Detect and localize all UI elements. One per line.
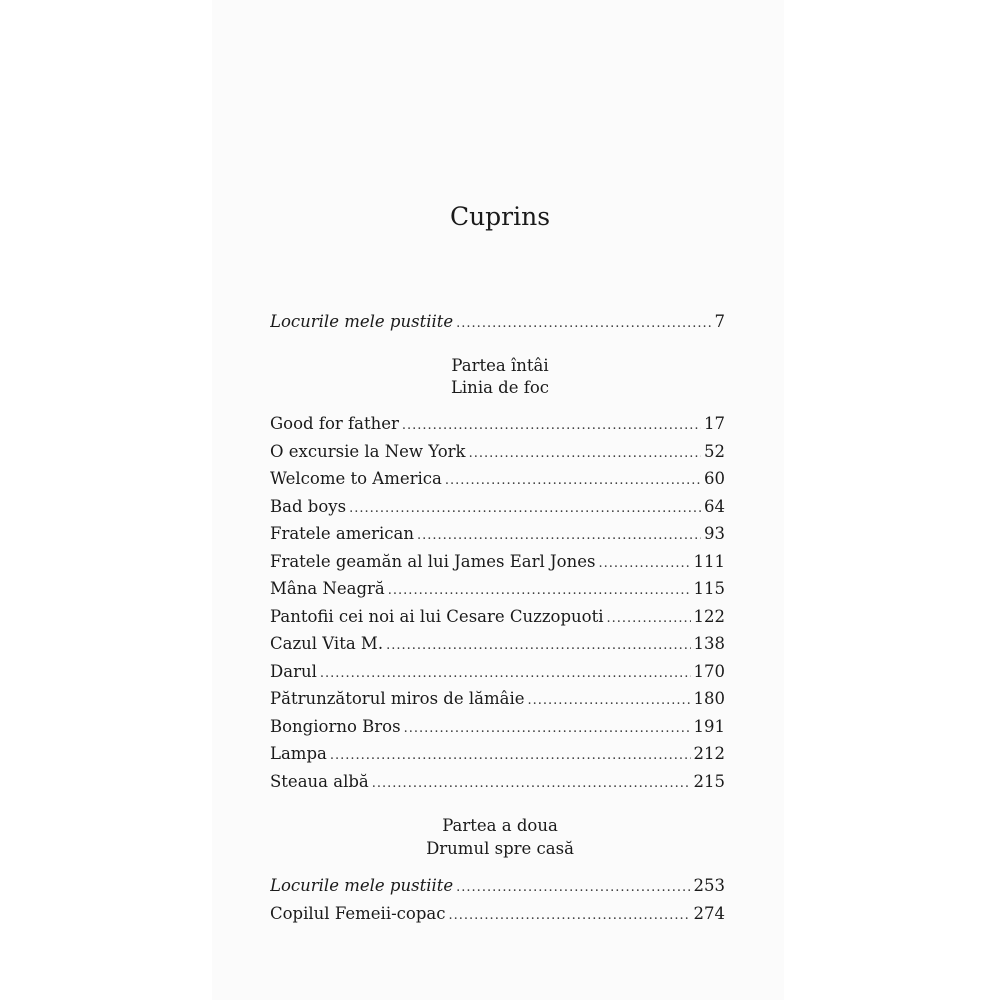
- toc-entry-title: Bad boys: [270, 496, 347, 516]
- toc-entry-title: Locurile mele pustiite: [270, 312, 454, 331]
- toc-entry-title: Bongiorno Bros: [270, 716, 401, 736]
- toc-entry-title: Cazul Vita M.: [270, 634, 384, 653]
- toc-entry-page: 64: [704, 496, 725, 516]
- toc-entry: [270, 465, 725, 493]
- toc-leader-dots: [417, 522, 701, 548]
- toc-entry-page: 180: [693, 689, 725, 708]
- toc-entry-title: Fratele geamăn al lui James Earl Jones: [270, 551, 596, 571]
- toc-leader-dots: [598, 550, 690, 576]
- toc-leader-dots: [404, 715, 691, 741]
- toc-entry: [270, 438, 725, 466]
- toc-leader-dots: [445, 467, 701, 493]
- toc-entry-title: O excursie la New York: [270, 441, 466, 461]
- toc-entry: [270, 603, 725, 631]
- part1-subtitle: Linia de foc: [450, 378, 550, 397]
- part2-heading: Partea a doua: [442, 816, 558, 835]
- toc-entry-page: 17: [704, 414, 725, 433]
- toc-entry: [270, 493, 725, 521]
- toc-entry-title: Darul: [270, 661, 317, 681]
- page-title: Cuprins: [449, 202, 551, 231]
- toc-leader-dots: [386, 632, 690, 658]
- toc-entry-title: Locurile mele pustiite: [270, 876, 454, 895]
- toc-leader-dots: [372, 770, 691, 796]
- toc-leader-dots: [349, 495, 701, 521]
- toc-entry-title: Good for father: [270, 414, 399, 433]
- toc-entry-title: Pantofii cei noi ai lui Cesare Cuzzopuoti: [270, 606, 604, 626]
- toc-leader-dots: [528, 687, 691, 713]
- toc-entry-title: Fratele american: [270, 524, 414, 543]
- toc-entry: [270, 410, 725, 438]
- toc-entry: [270, 713, 725, 741]
- toc-leader-dots: [402, 412, 701, 438]
- toc-entry-page: 138: [693, 634, 725, 653]
- toc-leader-dots: [388, 577, 691, 603]
- toc-entry-page: 122: [693, 606, 725, 626]
- toc-entry: [270, 768, 725, 796]
- toc-entry-title: Lampa: [270, 744, 327, 763]
- toc-entry: [270, 740, 725, 768]
- toc-entry-page: 111: [693, 551, 725, 571]
- toc-leader-dots: [330, 742, 691, 768]
- part2-subtitle: Drumul spre casă: [426, 839, 574, 858]
- toc-entry-page: 212: [693, 744, 725, 763]
- toc-entry-page: 93: [704, 524, 725, 543]
- toc-entry-page: 60: [704, 469, 725, 488]
- part1-heading: Partea întâi: [451, 356, 549, 375]
- toc-entry: [270, 900, 725, 928]
- toc-entry: [270, 630, 725, 658]
- toc-entry-title: Mâna Neagră: [270, 579, 385, 598]
- toc-entry-page: 191: [693, 716, 725, 736]
- toc-leader-dots: [469, 440, 701, 466]
- toc-entry: [270, 308, 725, 336]
- toc-entry-title: Pătrunzătorul miros de lămâie: [270, 689, 525, 708]
- toc-entry: [270, 872, 725, 900]
- toc-entry-title: Welcome to America: [270, 469, 442, 488]
- toc-entry-title: Steaua albă: [270, 771, 369, 791]
- toc-entry-page: 115: [693, 579, 725, 598]
- toc-leader-dots: [449, 902, 691, 928]
- toc-entry-page: 52: [704, 441, 725, 461]
- toc-prologue: [270, 308, 725, 336]
- toc-entry-page: 274: [693, 903, 725, 923]
- toc-entry: [270, 575, 725, 603]
- toc-entry-page: 253: [693, 876, 725, 895]
- toc-entry: [270, 520, 725, 548]
- toc-leader-dots: [456, 310, 711, 336]
- toc-entry: [270, 548, 725, 576]
- toc-entry-page: 7: [714, 312, 725, 331]
- toc-entry: [270, 685, 725, 713]
- toc-part1-list: [270, 410, 725, 795]
- toc-entry-title: Copilul Femeii-copac: [270, 903, 446, 923]
- toc-leader-dots: [456, 874, 690, 900]
- toc-leader-dots: [320, 660, 691, 686]
- toc-entry: [270, 658, 725, 686]
- toc-entry-page: 170: [693, 661, 725, 681]
- toc-leader-dots: [607, 605, 691, 631]
- toc-entry-page: 215: [693, 771, 725, 791]
- toc-part2-list: [270, 872, 725, 927]
